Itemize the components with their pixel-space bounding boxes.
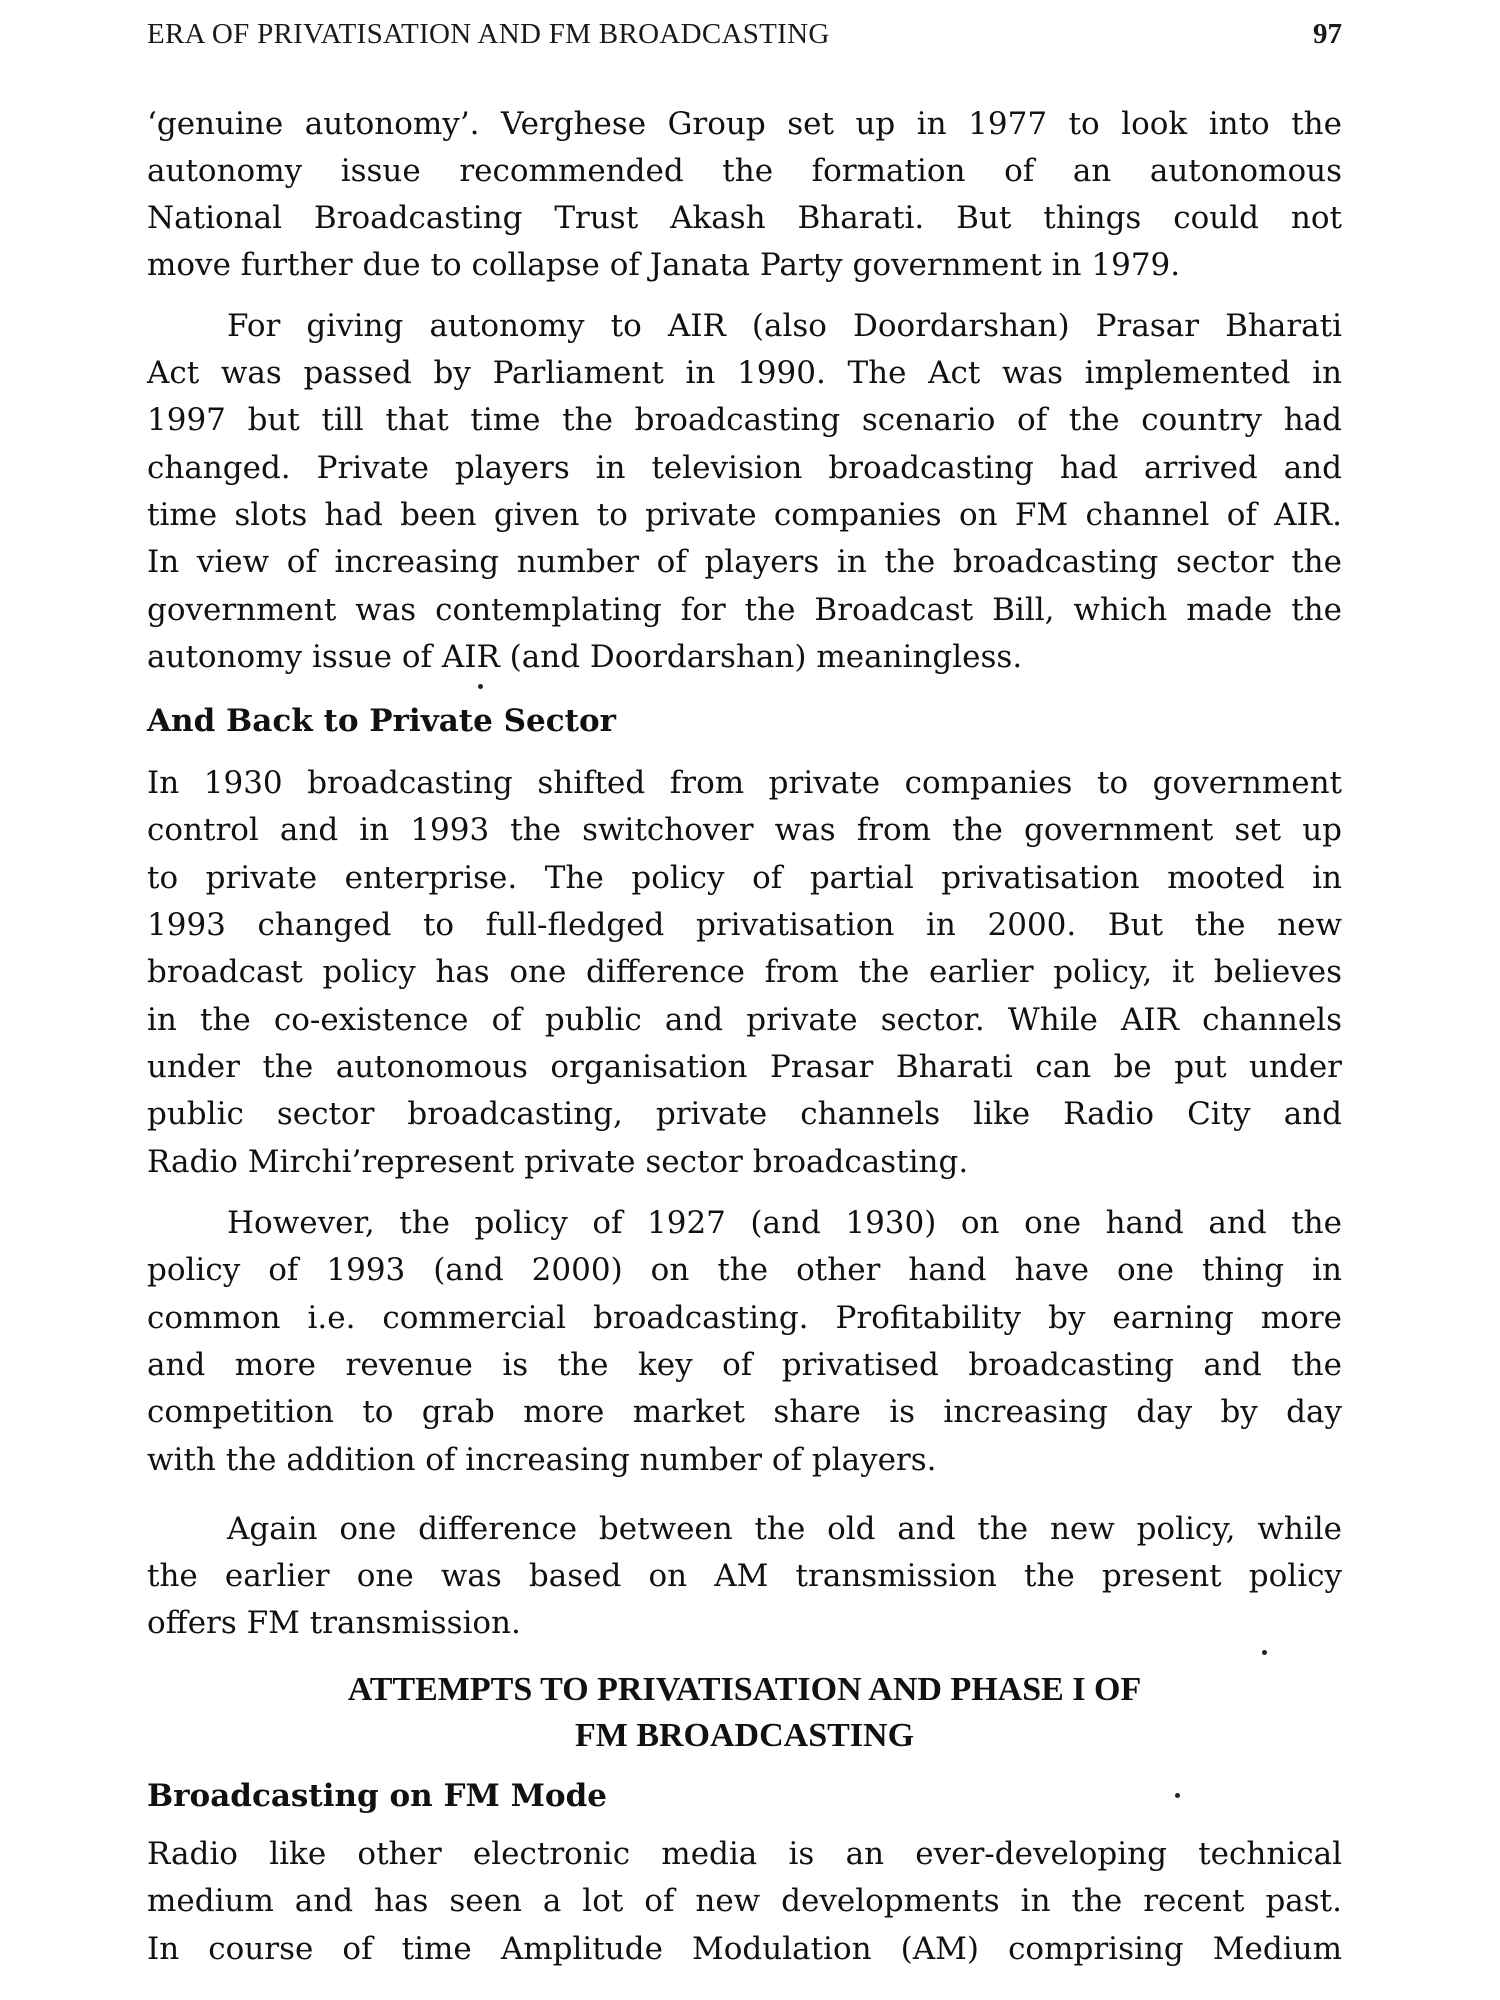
section-title-line-2: FM BROADCASTING xyxy=(574,1717,915,1754)
text-line: control and in 1993 the switchover was from the government set up xyxy=(147,812,1342,848)
text-line: Act was passed by Parliament in 1990. The Act was implemented in xyxy=(147,355,1342,391)
text-line: changed. Private players in television broadcasting had arrived and xyxy=(147,450,1342,486)
text-line: under the autonomous organisation Prasar Bharati can be put under xyxy=(147,1049,1342,1085)
running-header-title: ERA OF PRIVATISATION AND FM BROADCASTING xyxy=(147,18,830,50)
text-line: time slots had been given to private companies on FM channel of AIR. xyxy=(147,497,1342,533)
text-line: Again one difference between the old and the new policy, while xyxy=(227,1511,1342,1547)
subheading-broadcasting-on-fm-mode: Broadcasting on FM Mode xyxy=(147,1778,608,1814)
running-header xyxy=(147,18,1342,54)
text-line: public sector broadcasting, private channels like Radio City and xyxy=(147,1096,1342,1132)
text-line: However, the policy of 1927 (and 1930) on one hand and the xyxy=(227,1205,1342,1241)
text-line: broadcast policy has one difference from the earlier policy, it believes xyxy=(147,954,1342,990)
text-line: ‘genuine autonomy’. Verghese Group set up in 1977 to look into the xyxy=(147,106,1342,142)
subheading-back-to-private-sector: And Back to Private Sector xyxy=(147,703,616,739)
text-line: common i.e. commercial broadcasting. Profitability by earning more xyxy=(147,1300,1342,1336)
text-line: Radio like other electronic media is an ever-developing technical xyxy=(147,1836,1342,1872)
text-line: move further due to collapse of Janata Party government in 1979. xyxy=(147,247,1181,283)
text-line: autonomy issue of AIR (and Doordarshan) meaningless. xyxy=(147,639,1023,675)
text-line: government was contemplating for the Broadcast Bill, which made the xyxy=(147,592,1342,628)
section-title-line-1: ATTEMPTS TO PRIVATISATION AND PHASE I OF xyxy=(347,1671,1142,1708)
text-line: medium and has seen a lot of new developments in the recent past. xyxy=(147,1883,1342,1919)
scan-speck xyxy=(478,684,483,689)
text-line: the earlier one was based on AM transmission the present policy xyxy=(147,1558,1342,1594)
text-line: 1993 changed to full-fledged privatisation in 2000. But the new xyxy=(147,907,1342,943)
text-line: policy of 1993 (and 2000) on the other hand have one thing in xyxy=(147,1252,1342,1288)
text-line: competition to grab more market share is increasing day by day xyxy=(147,1394,1342,1430)
text-line: autonomy issue recommended the formation of an autonomous xyxy=(147,153,1342,189)
text-line: For giving autonomy to AIR (also Doordarshan) Prasar Bharati xyxy=(227,308,1342,344)
text-line: to private enterprise. The policy of partial privatisation mooted in xyxy=(147,860,1342,896)
text-line: In 1930 broadcasting shifted from private companies to government xyxy=(147,765,1342,801)
text-line: with the addition of increasing number of players. xyxy=(147,1442,937,1478)
scan-speck xyxy=(1175,1793,1180,1798)
text-line: In view of increasing number of players in the broadcasting sector the xyxy=(147,544,1342,580)
text-line: Radio Mirchi’represent private sector broadcasting. xyxy=(147,1144,969,1180)
text-line: offers FM transmission. xyxy=(147,1605,521,1641)
text-line: 1997 but till that time the broadcasting scenario of the country had xyxy=(147,402,1342,438)
text-line: National Broadcasting Trust Akash Bharati. But things could not xyxy=(147,200,1342,236)
text-line: In course of time Amplitude Modulation (AM) comprising Medium xyxy=(147,1931,1342,1967)
scan-speck xyxy=(1262,1650,1267,1655)
page-number: 97 xyxy=(1313,18,1342,50)
text-line: and more revenue is the key of privatised broadcasting and the xyxy=(147,1347,1342,1383)
text-line: in the co-existence of public and private sector. While AIR channels xyxy=(147,1002,1342,1038)
